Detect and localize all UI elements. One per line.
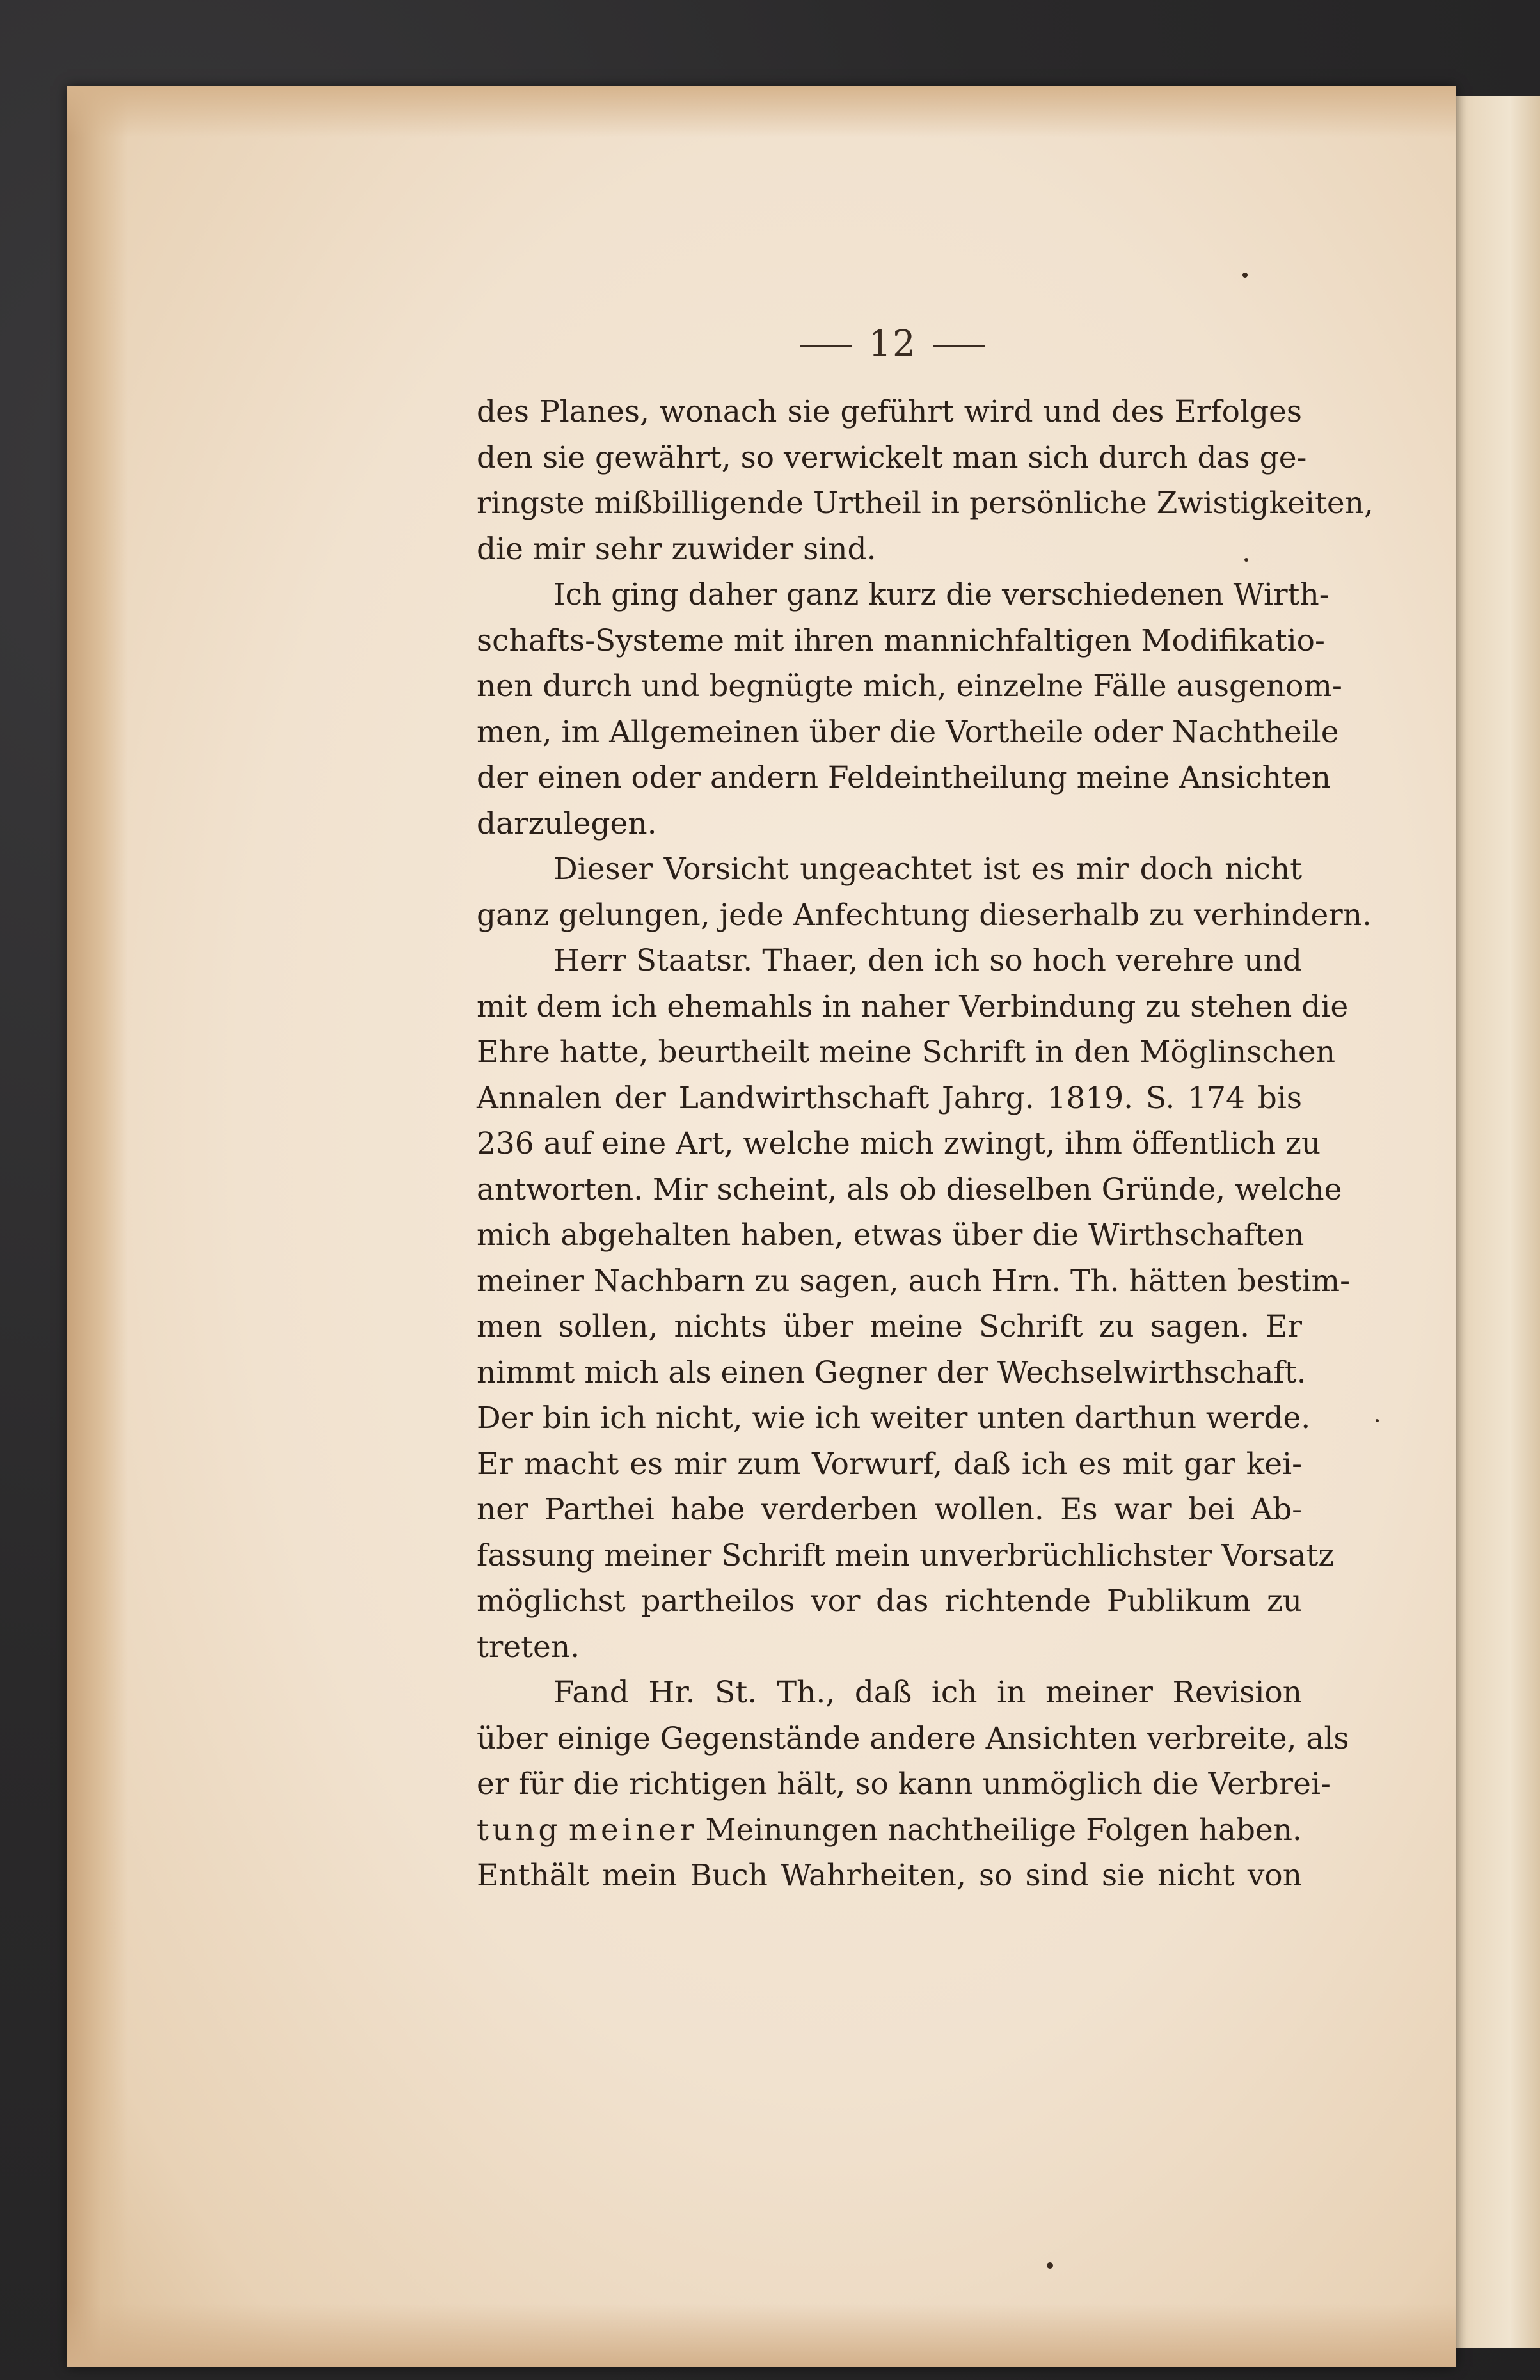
text-line: men sollen, nichts über meine Schrift zu sagen. Er — [477, 1309, 1302, 1344]
text-line: Dieser Vorsicht ungeachtet ist es mir doch nicht — [553, 852, 1302, 887]
text-line: antworten. Mir scheint, als ob dieselben Gründe, welche — [477, 1171, 1342, 1207]
header-dash-right — [933, 345, 985, 347]
text-line: über einige Gegenstände andere Ansichten verbreite, als — [477, 1720, 1349, 1756]
text-fragment-emphasis: meiner — [568, 1812, 698, 1848]
text-line: nen durch und begnügte mich, einzelne Fälle ausgenom- — [477, 669, 1342, 704]
text-line: die mir sehr zuwider sind. — [477, 531, 877, 567]
page-worn-left-edge — [67, 86, 128, 2367]
text-line: Ich ging daher ganz kurz die verschiedenen Wirth- — [553, 577, 1330, 612]
text-line: Herr Staatsr. Thaer, den ich so hoch verehre und — [553, 943, 1302, 978]
text-line: Der bin ich nicht, wie ich weiter unten darthun werde. — [477, 1400, 1311, 1436]
text-fragment: tung — [477, 1812, 562, 1848]
text-line: Annalen der Landwirthschaft Jahrg. 1819. S. 174 bis — [477, 1080, 1302, 1116]
text-line: fassung meiner Schrift mein unverbrüchlichster Vorsatz — [477, 1537, 1335, 1573]
body-text — [477, 389, 1374, 1899]
page-worn-bottom-edge — [67, 2303, 1456, 2367]
text-line: möglichst partheilos vor das richtende Publikum zu — [477, 1583, 1302, 1619]
text-line: Er macht es mir zum Vorwurf, daß ich es mit gar kei- — [477, 1446, 1302, 1482]
text-line: men, im Allgemeinen über die Vortheile oder Nachtheile — [477, 714, 1339, 750]
text-line: den sie gewährt, so verwickelt man sich durch das ge- — [477, 440, 1307, 475]
page-header — [755, 323, 1030, 365]
header-dash-left — [800, 345, 852, 347]
text-line: 236 auf eine Art, welche mich zwingt, ihm öffentlich zu — [477, 1126, 1321, 1161]
text-line: Enthält mein Buch Wahrheiten, so sind sie nicht von — [477, 1858, 1302, 1893]
text-fragment: Meinungen nachtheilige Folgen haben. — [705, 1812, 1302, 1848]
text-line: mich abgehalten haben, etwas über die Wirthschaften — [477, 1218, 1305, 1253]
text-line: der einen oder andern Feldeintheilung meine Ansichten — [477, 760, 1331, 795]
ink-speck — [1242, 273, 1248, 278]
text-line: er für die richtigen hält, so kann unmöglich die Verbrei- — [477, 1766, 1331, 1802]
text-line: ganz gelungen, jede Anfechtung dieserhalb zu verhindern. — [477, 897, 1372, 933]
text-line: ner Parthei habe verderben wollen. Es war bei Ab- — [477, 1492, 1302, 1527]
text-line: des Planes, wonach sie geführt wird und des Erfolges — [477, 394, 1302, 429]
ink-speck — [1047, 2262, 1053, 2269]
ink-speck — [1376, 1419, 1379, 1422]
text-line: Fand Hr. St. Th., daß ich in meiner Revision — [553, 1675, 1302, 1710]
text-line: meiner Nachbarn zu sagen, auch Hrn. Th. hätten bestim- — [477, 1263, 1350, 1299]
text-line: mit dem ich ehemahls in naher Verbindung zu stehen die — [477, 988, 1349, 1024]
page-worn-top-edge — [67, 86, 1456, 138]
page-number: 12 — [868, 323, 917, 365]
text-line: nimmt mich als einen Gegner der Wechselwirthschaft. — [477, 1354, 1306, 1390]
text-line: treten. — [477, 1629, 580, 1665]
text-line: schafts-Systeme mit ihren mannichfaltigen Modifikatio- — [477, 623, 1325, 658]
text-line: Ehre hatte, beurtheilt meine Schrift in den Möglinschen — [477, 1035, 1336, 1070]
text-line-spaced — [477, 1807, 1302, 1853]
text-line: darzulegen. — [477, 805, 657, 841]
text-line: ringste mißbilligende Urtheil in persönliche Zwistigkeiten, — [477, 486, 1374, 521]
